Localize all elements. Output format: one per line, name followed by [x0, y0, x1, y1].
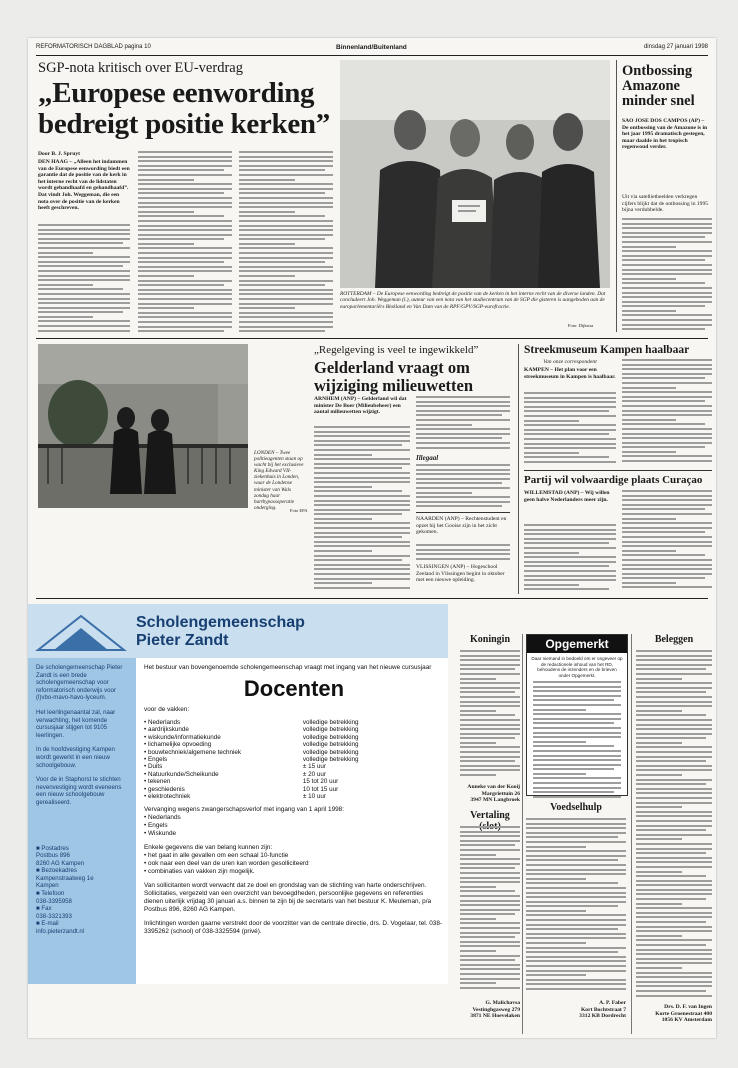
opgemerkt-body: Daar niemand in bedoeld om er ongeveer op de redactionele inhoud van het RD, behoudens de inzenders en de brieven onder Opgemerkt. — [531, 656, 623, 678]
amazone-column — [622, 218, 712, 332]
koningin-title: Koningin — [469, 634, 511, 645]
beleggen-text — [636, 650, 712, 1000]
kampen-intro: KAMPEN – Het plan voor een streekmuseum in Kampen is haalbaar. — [524, 367, 616, 380]
subject-name: • elektrotechniek — [144, 793, 191, 801]
fax: 038-3321393 — [36, 912, 72, 920]
masthead-rule — [36, 55, 708, 56]
ad-intro: Het bestuur van bovengenoemde scholengemeenschap vraagt met ingang van het nieuwe cursusjaar — [144, 664, 432, 671]
subject-hours: ± 10 uur — [302, 793, 326, 801]
partij-intro: WILLEMSTAD (ANP) – Wij willen geen halve Nederlanders meer zijn. — [524, 490, 610, 503]
subject-name: • lichamelijke opvoeding — [144, 741, 212, 749]
masthead-paper: REFORMATORISCH DAGBLAD pagina 10 — [36, 44, 151, 50]
section-rule — [36, 338, 708, 339]
kampen-column-1 — [524, 392, 616, 466]
voedselhulp-addr: Kort Bochtstraat 7 — [580, 1006, 626, 1013]
telefoon: 038-3395958 — [36, 897, 72, 905]
subject-hours: volledige betrekking — [302, 733, 359, 741]
bezoekadres: Kampenstraatweg 1e — [36, 874, 94, 882]
partij-headline: Partij wil volwaardige plaats Curaçao — [524, 474, 703, 486]
subject-row — [144, 778, 394, 785]
beleggen-addr: Korte Groenestraat 400 — [655, 1010, 712, 1017]
beleggen-title: Beleggen — [654, 634, 694, 645]
brief-naarden-text — [416, 544, 510, 562]
subject-name: • Natuurkunde/Scheikunde — [144, 770, 219, 778]
subject-hours: 10 tot 15 uur — [302, 785, 339, 793]
ad-vervanging: Vervanging wegens zwangerschapsverlof met ingang van 1 april 1998: — [144, 806, 345, 814]
subject-hours: ± 20 uur — [302, 770, 326, 778]
koningin-sign: Anneke van der Kooij — [467, 784, 520, 790]
env-intro: ARNHEM (ANP) – Gelderland wil dat minister De Boer (Milieubeheer) een aantal milieuwetten wijzigt. — [314, 396, 407, 416]
ad-vakken-label: voor de vakken: — [144, 706, 190, 713]
ad-banner — [28, 604, 448, 658]
ad-bullet: • ook naar een deel van de uren kan worden gesolliciteerd — [144, 860, 309, 868]
ad-school-name-1: Scholengemeenschap — [136, 614, 305, 631]
subject-row — [144, 734, 394, 741]
subject-row — [144, 741, 394, 748]
email-label: E-mail — [41, 920, 59, 928]
subject-hours: volledige betrekking — [302, 741, 359, 749]
vertaling-signature — [460, 1000, 520, 1020]
sidebar-divider — [616, 60, 617, 332]
brief-vlissingen: VLISSINGEN (ANP) – Hogeschool Zeeland in Vlissingen begint in oktober met een nieuwe opleiding. — [416, 564, 505, 584]
voedselhulp-city: 3312 KB Dordrecht — [579, 1013, 626, 1020]
london-photo — [38, 344, 248, 508]
subject-name: • wiskunde/informatiekunde — [144, 733, 221, 741]
subject-hours: volledige betrekking — [302, 719, 359, 726]
letters-divider — [522, 634, 523, 1034]
vertaling-city: 3871 NE Hoevelaken — [470, 1013, 520, 1020]
partij-rule — [524, 470, 712, 471]
school-logo-icon — [36, 612, 126, 652]
ad-bullet: • het gaat in alle gevallen om een schaal 10-functie — [144, 852, 289, 860]
right-divider — [518, 344, 519, 594]
kampen-column-2 — [622, 359, 712, 466]
brief-rule — [416, 512, 510, 513]
ad-side-text-2: Het leerlingenaantal zal, naar verwachting, het komende cursusjaar stijgen tot 9105 leerlingen. — [36, 708, 116, 739]
amazone-body: Uit via satellietbeelden verkregen cijfers blijkt dat de ontbossing in 1995 bijna verdubbelde. — [622, 194, 709, 214]
lead-byline: Door B. J. Spruyt — [38, 151, 81, 157]
london-caption: LONDEN – Twee politieagenten staan op wacht bij het exclusieve King Edward VII-ziekenhuis in Londen, waar de Londense minister van Wals zondag haar hartbypassoperatie onderging. — [254, 450, 304, 511]
amazone-intro: SAO JOSE DOS CAMPOS (AP) – De ontbossing van de Amazone is in het jaar 1995 dramatisch gestegen, maar daalde in het tropisch regenwoud verder. — [622, 118, 708, 151]
email: info.pieterzandt.nl — [36, 928, 85, 936]
subject-hours: volledige betrekking — [302, 726, 359, 734]
postcode: 8260 AG Kampen — [36, 859, 85, 867]
env-kicker: „Regelgeving is veel te ingewikkeld” — [314, 344, 479, 356]
ad-sidebar — [28, 658, 136, 984]
ad-sollicitatie: Van sollicitanten wordt verwacht dat ze doel en grondslag van de stichting van harte onderschrijven. Sollicitaties, vergezeld van een overzicht van bevoegdheden, persoonlijke gegevens en referenties dienen uiterlijk vrijdag 30 januari a.s. binnen te zijn bij de secretaris van het bestuur K. Meuleman, p/a Postbus 896, 8260 AG Kampen. — [144, 882, 432, 914]
subject-row — [144, 771, 394, 778]
job-advertisement — [28, 604, 448, 984]
ad-bullet: • combinaties van vakken zijn mogelijk. — [144, 868, 255, 876]
ad-side-text-3: In de hoofdvestiging Kampen wordt gewerkt in een nieuw schoolgebouw. — [36, 746, 115, 769]
subject-row — [144, 719, 394, 726]
ad-title: Docenten — [243, 676, 345, 701]
vertaling-title: Vertaling — [470, 810, 510, 821]
subject-row — [144, 749, 394, 756]
kampen-headline: Streekmuseum Kampen haalbaar — [524, 344, 690, 356]
voedselhulp-text — [526, 818, 626, 998]
subject-hours: volledige betrekking — [302, 756, 359, 764]
lead-intro: DEN HAAG – „Alleen het indammen van de Europese eenwording biedt een garantie dat de positie van de kerk in het interne recht van de lidstaten wordt gehandhaafd en gehandhaafd”. Dat vindt Joh. Weggeman, die een nota over de positie van de kerken heeft geschreven. — [38, 159, 130, 212]
ad-main — [144, 658, 444, 984]
vervanging-item: • Engels — [144, 822, 168, 830]
subject-name: • tekenen — [144, 778, 171, 786]
subject-row — [144, 763, 394, 770]
lead-column-2 — [138, 151, 232, 334]
kampen-byline: Van onze correspondent — [543, 359, 597, 365]
bezoekadres-city: Kampen — [36, 882, 59, 890]
ad-inlichtingen: Inlichtingen worden gaarne verstrekt door de voorzitter van de centrale directie, drs. D. Vogelaar, tel. 038-3395262 (school) of 038-3325594 (privé). — [144, 920, 443, 936]
env-subhead: Illegaal — [416, 454, 439, 462]
opgemerkt-title: Opgemerkt — [527, 635, 627, 653]
vervanging-item: • Wiskunde — [144, 830, 177, 838]
ad-enkele: Enkele gegevens die van belang kunnen zijn: — [144, 844, 273, 852]
ad-rule — [36, 598, 708, 599]
ad-school-name-2: Pieter Zandt — [136, 632, 229, 649]
subject-row — [144, 756, 394, 763]
lead-column-3 — [239, 151, 333, 334]
postadres: Postbus 896 — [36, 852, 70, 860]
lead-photo-credit: Foto: Dijkstra — [568, 323, 594, 328]
subject-hours: ± 15 uur — [302, 763, 326, 771]
masthead — [36, 44, 708, 54]
amazone-headline: Ontbossing Amazone minder snel — [622, 63, 695, 109]
koningin-text — [460, 650, 520, 780]
london-photo-image — [38, 344, 248, 508]
subject-name: • aardrijkskunde — [144, 726, 189, 734]
beleggen-sign: Drs. D. F. van Ingen — [664, 1004, 712, 1010]
bezoekadres-label: Bezoekadres — [41, 867, 77, 875]
subject-name: • Engels — [144, 756, 168, 764]
telefoon-label: Telefoon — [41, 890, 65, 898]
vervanging-list — [144, 814, 444, 838]
env-column-2 — [416, 396, 510, 452]
voedselhulp-signature — [526, 1000, 626, 1020]
opgemerkt-box — [526, 634, 628, 796]
koningin-city: 3947 MN Langbroek — [470, 797, 520, 804]
vertaling-sign: G. Malichavsa — [485, 1000, 520, 1006]
vertaling-text — [460, 826, 520, 996]
subject-name: • Duits — [144, 763, 163, 771]
koningin-signature — [460, 784, 520, 804]
lead-column-1 — [38, 224, 130, 334]
masthead-date: dinsdag 27 januari 1998 — [643, 44, 708, 50]
subjects-table — [144, 719, 394, 800]
fax-label: Fax — [41, 905, 52, 913]
voedselhulp-sign: A. P. Faber — [599, 1000, 626, 1006]
lead-headline-1: „Europese eenwording — [38, 77, 315, 109]
lead-photo — [340, 60, 610, 288]
letters-divider-2 — [631, 634, 632, 1034]
lead-photo-image — [340, 60, 610, 288]
env-column-1 — [314, 426, 410, 592]
vervanging-item: • Nederlands — [144, 814, 181, 822]
beleggen-city: 1056 KV Amsterdam — [661, 1017, 712, 1024]
london-credit: Foto EPA — [290, 508, 308, 513]
lead-photo-caption: ROTTERDAM – De Europese eenwording bedreigt de positie van de kerken in het interne recht van de diverse landen. Dat concludeert Joh. Weggeman (l.), auteur van een nota van het studiecentrum van de SGP die gisteren is aangeboden aan de europarlementariërs Blokland en Van Dam van de RPF/GPV/SGP-eurofractie. — [340, 291, 606, 310]
masthead-section: Binnenland/Buitenland — [336, 44, 407, 51]
partij-column-1 — [524, 524, 616, 594]
newspaper-page — [28, 38, 716, 1038]
subject-name: • Nederlands — [144, 719, 181, 726]
subject-name: • bouwtechniek/algemene techniek — [144, 748, 242, 756]
env-headline: Gelderland vraagt om wijziging milieuwetten — [314, 358, 474, 395]
postadres-label: Postadres — [41, 844, 69, 852]
koningin-addr: Margriettuin 26 — [481, 790, 520, 797]
subject-hours: volledige betrekking — [302, 748, 359, 756]
lead-headline-2: bedreigt positie kerken” — [38, 108, 330, 140]
voedselhulp-title: Voedselhulp — [550, 802, 602, 813]
subject-name: • geschiedenis — [144, 785, 185, 793]
partij-column-2 — [622, 490, 712, 594]
env-column-3 — [416, 464, 510, 508]
ad-contact: ■ Postadres Postbus 896 8260 AG Kampen ■ Bezoekadres Kampenstraatweg 1e Kampen ■ Telefoon 038-3395958 ■ Fax 038-3321393 ■ E-mail info.pieterzandt.nl — [36, 845, 130, 936]
vertaling-addr: Vestinghgasweg 279 — [472, 1006, 520, 1013]
ad-side-text-1: De scholengemeenschap Pieter Zandt is een brede scholengemeenschap voor reformatorisch onderwijs voor (l)vbo-mavo-havo-lyceum. — [36, 664, 123, 702]
ad-side-text-4: Voor de in Staphorst te stichten nevenvestiging wordt eveneens een nieuw schoolgebouw gerealiseerd. — [36, 776, 122, 806]
subject-row — [144, 726, 394, 733]
lead-kicker: SGP-nota kritisch over EU-verdrag — [38, 60, 243, 76]
brief-naarden: NAARDEN (ANP) – Rechtenstudent en opzet bij het Gooise zijn in het zicht gekomen. — [416, 516, 507, 536]
opgemerkt-text — [533, 681, 621, 791]
subject-row — [144, 793, 394, 800]
beleggen-signature — [636, 1004, 712, 1024]
subject-hours: 15 tot 20 uur — [302, 778, 339, 786]
subject-row — [144, 786, 394, 793]
